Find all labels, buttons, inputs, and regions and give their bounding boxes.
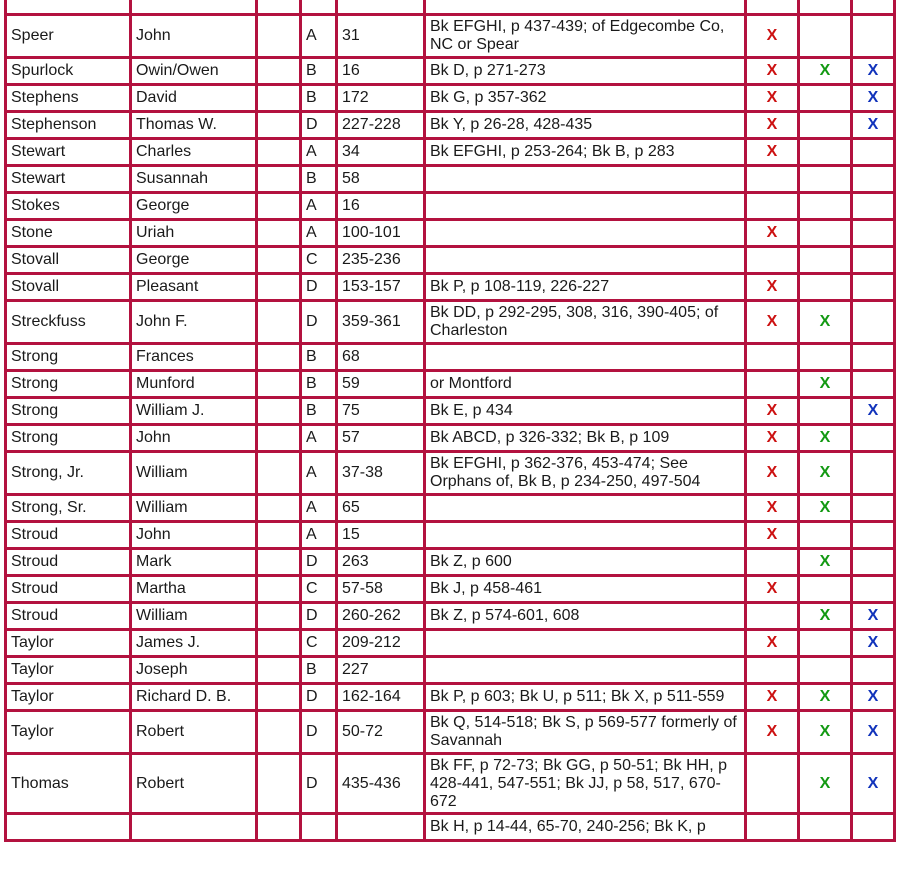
table-row <box>6 15 895 58</box>
table-row <box>6 166 895 193</box>
mark-red-cell: X <box>746 576 799 603</box>
mark-red-cell <box>746 166 799 193</box>
table-row <box>6 139 895 166</box>
table-row <box>6 603 895 630</box>
mark-blue-cell <box>852 657 895 684</box>
surname-cell: Strong, Jr. <box>6 452 131 495</box>
mark-red-cell <box>746 657 799 684</box>
mark-blue-cell: X <box>852 711 895 754</box>
surname-cell: Stone <box>6 220 131 247</box>
table-row <box>6 301 895 344</box>
mark-green-cell <box>799 522 852 549</box>
mark-blue-cell <box>852 425 895 452</box>
mark-blue-cell <box>852 166 895 193</box>
given-name-cell: William J. <box>131 398 257 425</box>
blank-cell <box>257 522 301 549</box>
given-name-cell: John F. <box>131 301 257 344</box>
given-name-cell: John <box>131 522 257 549</box>
given-name-cell <box>131 814 257 841</box>
notes-cell: or Montford <box>425 371 746 398</box>
surname-cell: Stroud <box>6 549 131 576</box>
table-row <box>6 193 895 220</box>
surname-cell: Taylor <box>6 711 131 754</box>
book-cell: A <box>301 452 337 495</box>
given-name-cell: Pleasant <box>131 274 257 301</box>
mark-blue-cell <box>852 371 895 398</box>
book-cell: B <box>301 58 337 85</box>
surname-cell: Taylor <box>6 684 131 711</box>
mark-red-cell: X <box>746 112 799 139</box>
given-name-cell: William <box>131 452 257 495</box>
surname-cell: Taylor <box>6 630 131 657</box>
mark-blue-cell <box>852 193 895 220</box>
surname-cell: Strong, Sr. <box>6 495 131 522</box>
mark-red-cell: X <box>746 58 799 85</box>
given-name-cell: George <box>131 247 257 274</box>
mark-red-cell: X <box>746 274 799 301</box>
blank-cell <box>257 139 301 166</box>
book-cell: B <box>301 85 337 112</box>
mark-red-cell <box>746 0 799 15</box>
page-cell: 16 <box>337 58 425 85</box>
surname-cell: Spurlock <box>6 58 131 85</box>
notes-cell: Bk H, p 14-44, 65-70, 240-256; Bk K, p <box>425 814 746 841</box>
mark-blue-cell <box>852 247 895 274</box>
table-row <box>6 814 895 841</box>
table-row <box>6 371 895 398</box>
page-cell: 57 <box>337 425 425 452</box>
blank-cell <box>257 85 301 112</box>
mark-blue-cell <box>852 576 895 603</box>
page-cell: 172 <box>337 85 425 112</box>
given-name-cell: James J. <box>131 630 257 657</box>
mark-red-cell <box>746 247 799 274</box>
book-cell: D <box>301 112 337 139</box>
book-cell: D <box>301 274 337 301</box>
mark-blue-cell <box>852 220 895 247</box>
surname-cell: Thomas <box>6 754 131 814</box>
page-cell: 153-157 <box>337 274 425 301</box>
notes-cell: Bk ABCD, p 326-332; Bk B, p 109 <box>425 425 746 452</box>
page-cell: 57-58 <box>337 576 425 603</box>
page-cell: 162-164 <box>337 684 425 711</box>
mark-red-cell: X <box>746 711 799 754</box>
notes-cell: Bk J, p 458-461 <box>425 576 746 603</box>
given-name-cell: Frances <box>131 344 257 371</box>
book-cell: D <box>301 301 337 344</box>
mark-green-cell: X <box>799 684 852 711</box>
page-cell: 34 <box>337 139 425 166</box>
blank-cell <box>257 274 301 301</box>
mark-red-cell: X <box>746 495 799 522</box>
mark-red-cell <box>746 603 799 630</box>
mark-green-cell <box>799 344 852 371</box>
table-row <box>6 630 895 657</box>
blank-cell <box>257 193 301 220</box>
mark-blue-cell: X <box>852 684 895 711</box>
given-name-cell: Joseph <box>131 657 257 684</box>
given-name-cell: Owin/Owen <box>131 58 257 85</box>
mark-green-cell: X <box>799 371 852 398</box>
surname-cell: Streckfuss <box>6 301 131 344</box>
mark-blue-cell <box>852 814 895 841</box>
given-name-cell: Mark <box>131 549 257 576</box>
mark-green-cell <box>799 274 852 301</box>
book-cell: C <box>301 630 337 657</box>
mark-red-cell: X <box>746 452 799 495</box>
page-cell: 209-212 <box>337 630 425 657</box>
given-name-cell: John <box>131 15 257 58</box>
table-row <box>6 247 895 274</box>
mark-red-cell <box>746 549 799 576</box>
given-name-cell: David <box>131 85 257 112</box>
notes-cell <box>425 630 746 657</box>
surname-cell: Stroud <box>6 603 131 630</box>
notes-cell: Bk P, p 108-119, 226-227 <box>425 274 746 301</box>
notes-cell: Bk EFGHI, p 253-264; Bk B, p 283 <box>425 139 746 166</box>
mark-red-cell: X <box>746 139 799 166</box>
blank-cell <box>257 247 301 274</box>
notes-cell: Bk Q, 514-518; Bk S, p 569-577 formerly of Savannah <box>425 711 746 754</box>
surname-cell: Strong <box>6 371 131 398</box>
given-name-cell: Uriah <box>131 220 257 247</box>
blank-cell <box>257 549 301 576</box>
table-row <box>6 452 895 495</box>
mark-green-cell <box>799 657 852 684</box>
surname-cell <box>6 814 131 841</box>
surname-cell: Taylor <box>6 657 131 684</box>
mark-red-cell: X <box>746 425 799 452</box>
book-cell: A <box>301 220 337 247</box>
page-cell: 260-262 <box>337 603 425 630</box>
table-row <box>6 754 895 814</box>
mark-green-cell <box>799 112 852 139</box>
book-cell: A <box>301 193 337 220</box>
mark-red-cell <box>746 371 799 398</box>
mark-green-cell <box>799 0 852 15</box>
mark-blue-cell <box>852 15 895 58</box>
table-row <box>6 0 895 15</box>
book-cell <box>301 0 337 15</box>
blank-cell <box>257 425 301 452</box>
blank-cell <box>257 711 301 754</box>
blank-cell <box>257 576 301 603</box>
notes-cell <box>425 0 746 15</box>
table-row <box>6 657 895 684</box>
mark-green-cell: X <box>799 301 852 344</box>
mark-green-cell <box>799 576 852 603</box>
page-cell <box>337 0 425 15</box>
book-cell: B <box>301 398 337 425</box>
book-cell: A <box>301 139 337 166</box>
table-row <box>6 522 895 549</box>
surname-cell: Stephenson <box>6 112 131 139</box>
blank-cell <box>257 371 301 398</box>
notes-cell: Bk Z, p 574-601, 608 <box>425 603 746 630</box>
page-cell <box>337 814 425 841</box>
blank-cell <box>257 630 301 657</box>
mark-green-cell: X <box>799 549 852 576</box>
mark-green-cell: X <box>799 603 852 630</box>
records-table-container <box>4 0 896 842</box>
blank-cell <box>257 814 301 841</box>
book-cell <box>301 814 337 841</box>
mark-blue-cell <box>852 452 895 495</box>
mark-green-cell <box>799 15 852 58</box>
book-cell: A <box>301 522 337 549</box>
table-row <box>6 684 895 711</box>
mark-green-cell <box>799 630 852 657</box>
blank-cell <box>257 452 301 495</box>
surname-cell: Speer <box>6 15 131 58</box>
blank-cell <box>257 58 301 85</box>
blank-cell <box>257 112 301 139</box>
book-cell: A <box>301 425 337 452</box>
notes-cell: Bk Y, p 26-28, 428-435 <box>425 112 746 139</box>
notes-cell: Bk P, p 603; Bk U, p 511; Bk X, p 511-559 <box>425 684 746 711</box>
surname-cell: Stroud <box>6 576 131 603</box>
given-name-cell: John <box>131 425 257 452</box>
page-cell: 16 <box>337 193 425 220</box>
mark-green-cell: X <box>799 754 852 814</box>
book-cell: D <box>301 754 337 814</box>
book-cell: A <box>301 15 337 58</box>
surname-cell: Stewart <box>6 139 131 166</box>
table-row <box>6 425 895 452</box>
blank-cell <box>257 166 301 193</box>
mark-red-cell: X <box>746 15 799 58</box>
given-name-cell: Robert <box>131 754 257 814</box>
notes-cell <box>425 166 746 193</box>
table-row <box>6 112 895 139</box>
mark-red-cell: X <box>746 85 799 112</box>
notes-cell: Bk E, p 434 <box>425 398 746 425</box>
mark-blue-cell <box>852 344 895 371</box>
page-cell: 227-228 <box>337 112 425 139</box>
book-cell: D <box>301 549 337 576</box>
blank-cell <box>257 301 301 344</box>
surname-cell: Stephens <box>6 85 131 112</box>
surname-cell: Stovall <box>6 274 131 301</box>
notes-cell: Bk EFGHI, p 437-439; of Edgecombe Co, NC or Spear <box>425 15 746 58</box>
mark-green-cell <box>799 166 852 193</box>
book-cell: D <box>301 603 337 630</box>
table-row <box>6 85 895 112</box>
blank-cell <box>257 220 301 247</box>
table-row <box>6 274 895 301</box>
mark-green-cell <box>799 139 852 166</box>
mark-green-cell: X <box>799 425 852 452</box>
blank-cell <box>257 684 301 711</box>
page-cell: 37-38 <box>337 452 425 495</box>
given-name-cell: Richard D. B. <box>131 684 257 711</box>
mark-red-cell: X <box>746 630 799 657</box>
given-name-cell: William <box>131 603 257 630</box>
table-row <box>6 711 895 754</box>
mark-blue-cell <box>852 0 895 15</box>
given-name-cell: Susannah <box>131 166 257 193</box>
mark-blue-cell: X <box>852 85 895 112</box>
page-cell: 100-101 <box>337 220 425 247</box>
mark-red-cell <box>746 814 799 841</box>
mark-blue-cell <box>852 301 895 344</box>
blank-cell <box>257 657 301 684</box>
page-cell: 359-361 <box>337 301 425 344</box>
mark-blue-cell <box>852 274 895 301</box>
given-name-cell: Charles <box>131 139 257 166</box>
page-cell: 75 <box>337 398 425 425</box>
page-cell: 31 <box>337 15 425 58</box>
surname-cell: Stovall <box>6 247 131 274</box>
notes-cell <box>425 247 746 274</box>
blank-cell <box>257 398 301 425</box>
book-cell: B <box>301 657 337 684</box>
page-cell: 263 <box>337 549 425 576</box>
mark-red-cell <box>746 193 799 220</box>
table-row <box>6 549 895 576</box>
surname-cell: Strong <box>6 398 131 425</box>
notes-cell: Bk G, p 357-362 <box>425 85 746 112</box>
notes-cell: Bk Z, p 600 <box>425 549 746 576</box>
mark-blue-cell: X <box>852 112 895 139</box>
mark-green-cell <box>799 814 852 841</box>
mark-green-cell <box>799 398 852 425</box>
mark-red-cell: X <box>746 220 799 247</box>
mark-red-cell: X <box>746 398 799 425</box>
surname-cell: Stroud <box>6 522 131 549</box>
notes-cell <box>425 495 746 522</box>
surname-cell: Stewart <box>6 166 131 193</box>
mark-red-cell: X <box>746 301 799 344</box>
mark-blue-cell: X <box>852 398 895 425</box>
mark-green-cell: X <box>799 495 852 522</box>
mark-red-cell <box>746 754 799 814</box>
notes-cell <box>425 193 746 220</box>
notes-cell: Bk EFGHI, p 362-376, 453-474; See Orphans of, Bk B, p 234-250, 497-504 <box>425 452 746 495</box>
page-cell: 435-436 <box>337 754 425 814</box>
mark-blue-cell: X <box>852 58 895 85</box>
given-name-cell: Robert <box>131 711 257 754</box>
page-cell: 68 <box>337 344 425 371</box>
notes-cell: Bk D, p 271-273 <box>425 58 746 85</box>
mark-blue-cell: X <box>852 630 895 657</box>
page-cell: 59 <box>337 371 425 398</box>
page-cell: 50-72 <box>337 711 425 754</box>
given-name-cell: Martha <box>131 576 257 603</box>
notes-cell <box>425 344 746 371</box>
book-cell: C <box>301 247 337 274</box>
table-row <box>6 220 895 247</box>
mark-red-cell: X <box>746 522 799 549</box>
mark-red-cell <box>746 344 799 371</box>
blank-cell <box>257 603 301 630</box>
book-cell: C <box>301 576 337 603</box>
mark-green-cell <box>799 247 852 274</box>
mark-red-cell: X <box>746 684 799 711</box>
page-cell: 227 <box>337 657 425 684</box>
blank-cell <box>257 754 301 814</box>
table-row <box>6 398 895 425</box>
table-row <box>6 344 895 371</box>
mark-blue-cell <box>852 139 895 166</box>
mark-green-cell <box>799 85 852 112</box>
book-cell: A <box>301 495 337 522</box>
surname-cell: Strong <box>6 344 131 371</box>
blank-cell <box>257 0 301 15</box>
surname-cell <box>6 0 131 15</box>
records-table-body <box>6 0 895 841</box>
mark-green-cell <box>799 193 852 220</box>
notes-cell <box>425 657 746 684</box>
book-cell: D <box>301 684 337 711</box>
notes-cell: Bk DD, p 292-295, 308, 316, 390-405; of Charleston <box>425 301 746 344</box>
mark-green-cell: X <box>799 452 852 495</box>
surname-cell: Stokes <box>6 193 131 220</box>
notes-cell <box>425 522 746 549</box>
mark-green-cell <box>799 220 852 247</box>
mark-blue-cell <box>852 495 895 522</box>
notes-cell: Bk FF, p 72-73; Bk GG, p 50-51; Bk HH, p 428-441, 547-551; Bk JJ, p 58, 517, 670-672 <box>425 754 746 814</box>
given-name-cell <box>131 0 257 15</box>
blank-cell <box>257 495 301 522</box>
blank-cell <box>257 15 301 58</box>
page-cell: 15 <box>337 522 425 549</box>
book-cell: D <box>301 711 337 754</box>
given-name-cell: George <box>131 193 257 220</box>
mark-green-cell: X <box>799 58 852 85</box>
mark-blue-cell <box>852 549 895 576</box>
table-row <box>6 58 895 85</box>
mark-blue-cell: X <box>852 754 895 814</box>
page-cell: 65 <box>337 495 425 522</box>
given-name-cell: William <box>131 495 257 522</box>
given-name-cell: Thomas W. <box>131 112 257 139</box>
table-row <box>6 495 895 522</box>
blank-cell <box>257 344 301 371</box>
table-row <box>6 576 895 603</box>
mark-blue-cell: X <box>852 603 895 630</box>
page-cell: 58 <box>337 166 425 193</box>
mark-green-cell: X <box>799 711 852 754</box>
given-name-cell: Munford <box>131 371 257 398</box>
mark-blue-cell <box>852 522 895 549</box>
book-cell: B <box>301 344 337 371</box>
records-table <box>4 0 896 842</box>
book-cell: B <box>301 166 337 193</box>
page-cell: 235-236 <box>337 247 425 274</box>
book-cell: B <box>301 371 337 398</box>
surname-cell: Strong <box>6 425 131 452</box>
notes-cell <box>425 220 746 247</box>
